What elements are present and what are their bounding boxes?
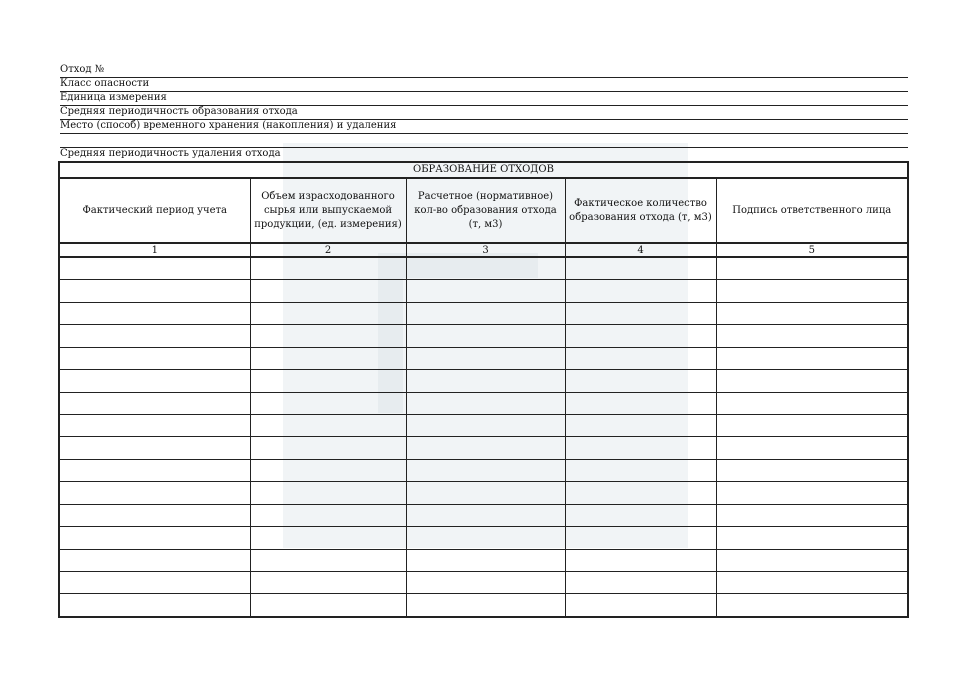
table-cell[interactable] [716, 370, 908, 392]
table-row [59, 280, 908, 302]
column-number-5: 5 [716, 243, 908, 257]
table-row [59, 257, 908, 280]
table-cell[interactable] [406, 347, 565, 369]
table-cell[interactable] [406, 392, 565, 414]
column-number-3: 3 [406, 243, 565, 257]
table-row [59, 370, 908, 392]
table-cell[interactable] [406, 370, 565, 392]
table-cell[interactable] [565, 571, 716, 593]
table-cell[interactable] [406, 527, 565, 549]
table-cell[interactable] [565, 482, 716, 504]
table-cell[interactable] [716, 257, 908, 280]
table-cell[interactable] [406, 504, 565, 526]
table-cell[interactable] [565, 549, 716, 571]
table-cell[interactable] [565, 257, 716, 280]
table-cell[interactable] [250, 527, 406, 549]
table-row [59, 549, 908, 571]
table-cell[interactable] [565, 280, 716, 302]
table-cell[interactable] [565, 459, 716, 481]
field-waste-number[interactable] [60, 63, 908, 78]
table-cell[interactable] [59, 527, 250, 549]
table-cell[interactable] [250, 459, 406, 481]
table-row [59, 325, 908, 347]
table-row [59, 504, 908, 526]
table-cell[interactable] [565, 302, 716, 324]
table-cell[interactable] [406, 549, 565, 571]
table-cell[interactable] [406, 594, 565, 617]
table-cell[interactable] [59, 257, 250, 280]
column-header-4: Фактическое количество образования отхода (т, м3) [565, 178, 716, 243]
table-row [59, 594, 908, 617]
table-cell[interactable] [716, 459, 908, 481]
table-cell[interactable] [406, 280, 565, 302]
table-cell[interactable] [565, 370, 716, 392]
field-unit[interactable] [60, 91, 908, 106]
table-cell[interactable] [59, 325, 250, 347]
table-cell[interactable] [250, 257, 406, 280]
table-cell[interactable] [59, 504, 250, 526]
table-cell[interactable] [565, 504, 716, 526]
table-cell[interactable] [716, 571, 908, 593]
field-label: Отход № [60, 64, 105, 75]
table-cell[interactable] [565, 527, 716, 549]
table-row [59, 302, 908, 324]
table-cell[interactable] [59, 459, 250, 481]
table-cell[interactable] [716, 280, 908, 302]
table-cell[interactable] [406, 414, 565, 436]
table-cell[interactable] [250, 482, 406, 504]
field-label: Средняя периодичность удаления отхода [60, 148, 281, 159]
table-cell[interactable] [250, 302, 406, 324]
table-cell[interactable] [59, 347, 250, 369]
table-cell[interactable] [406, 459, 565, 481]
table-cell[interactable] [565, 414, 716, 436]
field-label: Единица измерения [60, 92, 167, 103]
table-cell[interactable] [565, 594, 716, 617]
table-cell[interactable] [250, 594, 406, 617]
table-row [59, 437, 908, 459]
table-cell[interactable] [716, 325, 908, 347]
table-cell[interactable] [406, 482, 565, 504]
table-cell[interactable] [59, 370, 250, 392]
table-cell[interactable] [716, 392, 908, 414]
table-row [59, 414, 908, 436]
column-number-1: 1 [59, 243, 250, 257]
field-label: Средняя периодичность образования отхода [60, 106, 298, 117]
table-cell[interactable] [59, 594, 250, 617]
table-cell[interactable] [406, 257, 565, 280]
table-cell[interactable] [250, 392, 406, 414]
table-cell[interactable] [250, 414, 406, 436]
table-cell[interactable] [716, 594, 908, 617]
table-cell[interactable] [250, 347, 406, 369]
table-cell[interactable] [716, 302, 908, 324]
table-cell[interactable] [59, 482, 250, 504]
column-header-1: Фактический период учета [59, 178, 250, 243]
field-storage-place[interactable] [60, 119, 908, 134]
column-header-2: Объем израсходованного сырья или выпускаемой продукции, (ед. измерения) [250, 178, 406, 243]
table-cell[interactable] [716, 347, 908, 369]
table-cell[interactable] [59, 302, 250, 324]
table-cell[interactable] [59, 414, 250, 436]
table-cell[interactable] [565, 392, 716, 414]
table-cell[interactable] [250, 504, 406, 526]
field-removal-period[interactable] [60, 147, 908, 161]
table-cell[interactable] [565, 437, 716, 459]
table-cell[interactable] [716, 482, 908, 504]
table-cell[interactable] [406, 325, 565, 347]
column-header-3: Расчетное (нормативное) кол-во образования отхода (т, м3) [406, 178, 565, 243]
table-cell[interactable] [59, 549, 250, 571]
table-cell[interactable] [59, 437, 250, 459]
column-number-4: 4 [565, 243, 716, 257]
table-row [59, 392, 908, 414]
table-cell[interactable] [565, 347, 716, 369]
field-hazard-class[interactable] [60, 77, 908, 92]
table-row [59, 527, 908, 549]
table-cell[interactable] [406, 437, 565, 459]
table-cell[interactable] [565, 325, 716, 347]
table-cell[interactable] [406, 302, 565, 324]
table-cell[interactable] [250, 280, 406, 302]
waste-log-table [58, 161, 909, 618]
field-label: Класс опасности [60, 78, 150, 89]
table-cell[interactable] [716, 504, 908, 526]
field-formation-period[interactable] [60, 105, 908, 120]
table-cell[interactable] [250, 325, 406, 347]
table-cell[interactable] [59, 392, 250, 414]
table-cell[interactable] [716, 437, 908, 459]
table-row [59, 347, 908, 369]
column-header-5: Подпись ответственного лица [716, 178, 908, 243]
table-row [59, 571, 908, 593]
table-cell[interactable] [59, 280, 250, 302]
column-number-2: 2 [250, 243, 406, 257]
table-cell[interactable] [59, 571, 250, 593]
table-cell[interactable] [250, 571, 406, 593]
table-cell[interactable] [716, 414, 908, 436]
table-title: ОБРАЗОВАНИЕ ОТХОДОВ [59, 162, 908, 178]
field-label: Место (способ) временного хранения (накопления) и удаления [60, 120, 397, 131]
table-cell[interactable] [250, 549, 406, 571]
field-storage-place-continued[interactable] [60, 133, 908, 148]
table-cell[interactable] [250, 370, 406, 392]
table-cell[interactable] [406, 571, 565, 593]
table-row [59, 482, 908, 504]
table-cell[interactable] [250, 437, 406, 459]
table-cell[interactable] [716, 527, 908, 549]
table-cell[interactable] [716, 549, 908, 571]
table-row [59, 459, 908, 481]
